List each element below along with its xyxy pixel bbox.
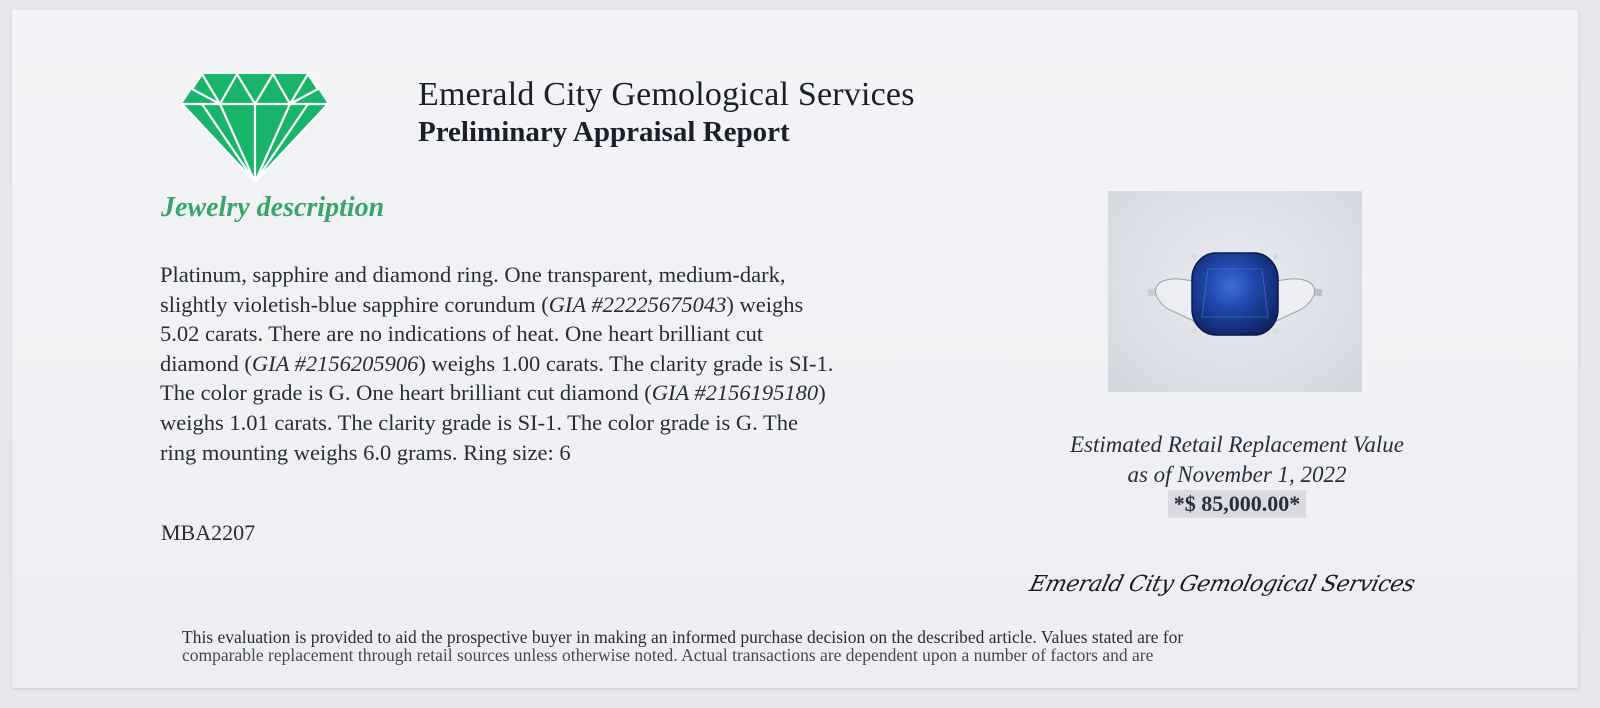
jewelry-description bbox=[160, 260, 960, 467]
disclaimer bbox=[182, 627, 1422, 665]
company-name: Emerald City Gemological Services bbox=[418, 76, 915, 113]
valuation-amount: *$ 85,000.00* bbox=[1168, 490, 1307, 518]
valuation-label: Estimated Retail Replacement Value bbox=[1069, 432, 1405, 457]
sapphire-ring-photo bbox=[1108, 191, 1362, 392]
description-line: Platinum, sapphire and diamond ring. One transparent, medium-dark, bbox=[160, 262, 786, 287]
valuation-block bbox=[1027, 430, 1447, 518]
gia-number: GIA #2156205906 bbox=[251, 350, 419, 376]
disclaimer-line: comparable replacement through retail sources unless otherwise noted. Actual transactions are dependent upon a number of factors and are bbox=[182, 645, 1154, 665]
description-line: slightly violetish-blue sapphire corundum (GIA #22225675043) weighs bbox=[160, 291, 804, 317]
reference-code: MBA2207 bbox=[161, 520, 256, 545]
description-line: The color grade is G. One heart brilliant cut diamond (GIA #2156195180) bbox=[160, 380, 826, 406]
report-title: Preliminary Appraisal Report bbox=[418, 116, 790, 148]
signature: Emerald City Gemological Services bbox=[1026, 572, 1418, 597]
gia-number: GIA #22225675043 bbox=[548, 291, 727, 317]
description-line: weighs 1.01 carats. The clarity grade is SI-1. The color grade is G. The bbox=[160, 409, 798, 435]
emerald-gem-icon bbox=[180, 72, 330, 184]
description-line: 5.02 carats. There are no indications of heat. One heart brilliant cut bbox=[160, 321, 764, 347]
section-heading: Jewelry description bbox=[161, 192, 385, 223]
description-line: ring mounting weighs 6.0 grams. Ring size: 6 bbox=[160, 439, 571, 465]
appraisal-document bbox=[12, 10, 1578, 688]
gia-number: GIA #2156195180 bbox=[651, 380, 819, 406]
disclaimer-line: This evaluation is provided to aid the prospective buyer in making an informed purchase decision on the described article. Values stated are for bbox=[182, 627, 1184, 647]
valuation-date: as of November 1, 2022 bbox=[1127, 462, 1347, 487]
description-line: diamond (GIA #2156205906) weighs 1.00 carats. The clarity grade is SI-1. bbox=[160, 350, 834, 376]
